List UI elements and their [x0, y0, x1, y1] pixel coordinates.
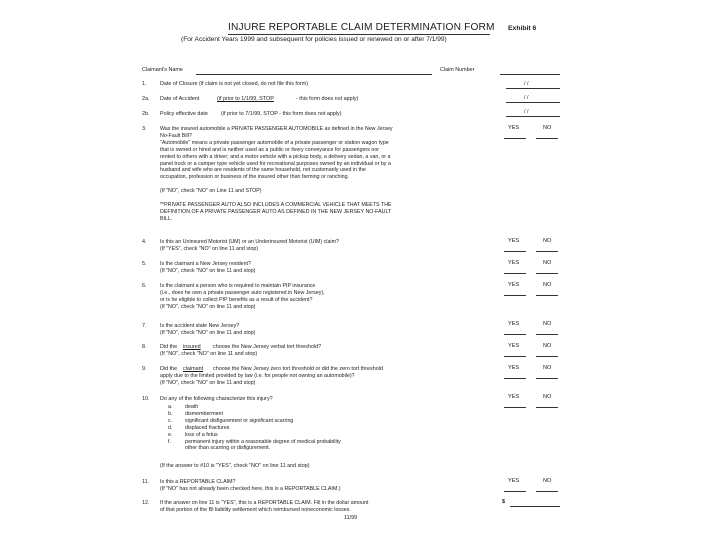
q9-no-option[interactable]: NO [543, 365, 552, 371]
q9-claimant: claimant [183, 366, 204, 372]
q1-number: 1. [142, 81, 147, 87]
page-footer: 11/99 [344, 515, 358, 521]
q3-line: No-Fault Bill? [160, 132, 192, 139]
spacer [160, 195, 393, 202]
q4-line: (If "YES", check "NO" on line 11 and stop) [160, 245, 259, 252]
q10-item: other than scarring or disfigurement. [185, 445, 271, 452]
q6-line: Is the claimant a person who is required to maintain PIP insurance [160, 283, 316, 289]
q3-yes-line [504, 138, 526, 139]
q3-text [160, 126, 393, 223]
q2a-note: - this form does not apply) [296, 96, 359, 102]
q10-item: dismemberment [185, 410, 223, 417]
q10-yes-line [504, 407, 526, 408]
q7-number: 7. [142, 323, 147, 329]
q3-line: occupation, profession or business of the insured other than farming or ranching. [160, 174, 350, 181]
q6-line: (i.e., does he own a private passenger auto registered in New Jersey), [160, 289, 325, 296]
q5-no-option[interactable]: NO [543, 260, 552, 266]
q7-line: Is the accident state New Jersey? [160, 323, 240, 329]
q3-line: **PRIVATE PASSENGER AUTO ALSO INCLUDES A COMMERCIAL VEHICLE THAT MEETS THE [160, 201, 392, 208]
q5-number: 5. [142, 261, 147, 267]
form-subtitle: (For Accident Years 1999 and subsequent for policies issued or renewed on or after 7/1/99) [181, 36, 447, 43]
q9-text-post: choose the New Jersey zero tort threshold or did the zero tort threshold [213, 366, 383, 372]
q9-no-line [536, 378, 558, 379]
q1-date-slashes: / / [524, 81, 529, 87]
q11-no-option[interactable]: NO [543, 478, 552, 484]
q9-number: 9. [142, 366, 147, 372]
q10-item-letter: c. [168, 417, 173, 424]
q10-text: Do any of the following characterize this injury? [160, 396, 273, 402]
q12-dollar-sign: $ [502, 499, 505, 505]
q2b-number: 2b. [142, 111, 150, 117]
q6-yes-line [504, 295, 526, 296]
q7-no-option[interactable]: NO [543, 321, 552, 327]
q10-footer: (If the answer to #10 is "YES", check "NO" on line 11 and stop) [160, 463, 310, 469]
q12-line: If the answer on line 11 is "YES", this is a REPORTABLE CLAIM. Fill in the dollar amount [160, 500, 369, 506]
q11-yes-line [504, 491, 526, 492]
q3-line: Was the insured automobile a PRIVATE PASSENGER AUTOMOBILE as defined in the New Jersey [160, 126, 393, 132]
q9-text [160, 373, 355, 387]
q10-items-text [185, 404, 341, 452]
q5-yes-line [504, 273, 526, 274]
q10-item-letter: f. [168, 438, 171, 445]
q4-yes-line [504, 251, 526, 252]
q8-text-pre: Did the [160, 344, 178, 350]
q10-item: significant disfigurement or significant scarring [185, 417, 294, 424]
q6-number: 6. [142, 283, 147, 289]
spacer [160, 181, 393, 188]
q9-text-pre: Did the [160, 366, 178, 372]
q10-no-option[interactable]: NO [543, 394, 552, 400]
q4-no-option[interactable]: NO [543, 238, 552, 244]
q1-date-field[interactable] [506, 88, 560, 89]
q2a-date-field[interactable] [506, 102, 560, 103]
q8-text-post: choose the New Jersey verbal tort threshold? [213, 344, 322, 350]
q8-number: 8. [142, 344, 147, 350]
q8-no-option[interactable]: NO [543, 343, 552, 349]
q2b-note: (if prior to 7/1/99, STOP - this form does not apply) [221, 111, 342, 117]
q3-line: "Automobile" means a private passenger automobile of a private passenger or station wagon type [160, 139, 389, 146]
q3-line: rented to others with a driver; and a motor vehicle with a pickup body, a delivery sedan, a van, or a [160, 153, 391, 160]
q3-line: (If "NO", check "NO" on Line 11 and STOP) [160, 188, 262, 195]
q7-no-line [536, 334, 558, 335]
q10-items-letters [168, 404, 172, 445]
q6-line: (If "NO", check "NO" on line 11 and stop) [160, 303, 256, 310]
q3-line: husband and wife who are residents of the same household, not customarily used in the [160, 167, 366, 174]
q4-number: 4. [142, 239, 147, 245]
q6-text [160, 283, 325, 311]
q3-line: panel truck or a camper type vehicle used for recreational purposes owned by an individual or by a [160, 160, 391, 167]
q10-item-letter: a. [168, 404, 173, 410]
q11-no-line [536, 491, 558, 492]
q10-item-letter: e. [168, 431, 173, 438]
q8-yes-line [504, 356, 526, 357]
q7-line: (If "NO", check "NO" on line 11 and stop) [160, 329, 256, 336]
q8-note: (If "NO", check "NO" on line 11 and stop) [160, 351, 258, 357]
q9-yes-option[interactable]: YES [508, 365, 520, 371]
q2b-text: Policy effective date [160, 111, 208, 117]
q11-line: Is this a REPORTABLE CLAIM? [160, 479, 236, 485]
q10-item: permanent injury within a reasonable degree of medical probability [185, 438, 341, 445]
q10-item-letter: d. [168, 424, 173, 431]
q4-line: Is this an Uninsured Motorist (UM) or an Underinsured Motorist (UIM) claim? [160, 239, 339, 245]
q6-yes-option[interactable]: YES [508, 282, 520, 288]
q10-no-line [536, 407, 558, 408]
q6-no-line [536, 295, 558, 296]
q3-line: BILL. [160, 215, 173, 222]
q1-text: Date of Closure (if claim is not yet closed, do not file this form) [160, 81, 309, 87]
q10-item: displaced fractures [185, 424, 230, 431]
title-underline [228, 34, 490, 35]
q3-line: that is owned or hired and is neither used as a public or livery conveyance for passengers nor [160, 146, 380, 153]
q3-no-option[interactable]: NO [543, 125, 552, 131]
q6-line: or is he eligible to collect PIP benefits as a result of the accident? [160, 296, 313, 303]
q11-line: (If "NO" has not already been checked here, this is a REPORTABLE CLAIM.) [160, 485, 341, 492]
q9-line: apply due to the limited provided by law (i.e. for people not owning an automobile)? [160, 373, 355, 379]
q10-item: loss of a fetus [185, 431, 218, 438]
form-title: INJURE REPORTABLE CLAIM DETERMINATION FORM [228, 22, 495, 33]
q4-yes-option[interactable]: YES [508, 238, 520, 244]
q5-line: Is the claimant a New Jersey resident? [160, 261, 251, 267]
q5-no-line [536, 273, 558, 274]
q5-text [160, 261, 255, 275]
q10-yes-option[interactable]: YES [508, 394, 520, 400]
claim-number-label: Claim Number [440, 67, 475, 73]
q3-line: DEFINITION OF A PRIVATE PASSENGER AUTO AS DEFINED IN THE NEW JERSEY NO-FAULT [160, 208, 392, 215]
q12-amount-field[interactable] [510, 506, 560, 507]
q4-no-line [536, 251, 558, 252]
q2b-date-field[interactable] [506, 116, 560, 117]
q12-text [160, 500, 368, 514]
q11-yes-option[interactable]: YES [508, 478, 520, 484]
q8-insured: insured [183, 344, 201, 350]
q7-yes-option[interactable]: YES [508, 321, 520, 327]
q3-no-line [536, 138, 558, 139]
claimant-name-label: Claimant's Name [142, 67, 183, 73]
q9-yes-line [504, 378, 526, 379]
exhibit-label: Exhibit 6 [508, 25, 537, 32]
q10-item-letter: b. [168, 410, 173, 417]
q2a-number: 2a. [142, 96, 150, 102]
q9-line: (If "NO", check "NO" on line 11 and stop) [160, 379, 256, 386]
q12-number: 12. [142, 500, 150, 506]
q6-no-option[interactable]: NO [543, 282, 552, 288]
claimant-name-field[interactable] [196, 74, 432, 75]
q8-yes-option[interactable]: YES [508, 343, 520, 349]
q11-text [160, 479, 341, 493]
claim-number-field[interactable] [500, 74, 560, 75]
q8-no-line [536, 356, 558, 357]
q7-text [160, 323, 255, 337]
q2a-date-slashes: / / [524, 95, 529, 101]
q5-line: (If "NO", check "NO" on line 11 and stop) [160, 267, 256, 274]
q7-yes-line [504, 334, 526, 335]
q5-yes-option[interactable]: YES [508, 260, 520, 266]
q3-yes-option[interactable]: YES [508, 125, 520, 131]
q12-line: of that portion of the BI liability settlement which reimbursed noneconomic losses. [160, 506, 351, 513]
q2a-text: Date of Accident [160, 96, 200, 102]
q4-text [160, 239, 339, 253]
q11-number: 11. [142, 479, 150, 485]
q2a-stop-note: (if prior to 1/1/99, STOP [217, 96, 274, 102]
q10-item: death [185, 404, 199, 410]
q10-number: 10. [142, 396, 150, 402]
q2b-date-slashes: / / [524, 109, 529, 115]
q3-number: 3. [142, 126, 147, 132]
